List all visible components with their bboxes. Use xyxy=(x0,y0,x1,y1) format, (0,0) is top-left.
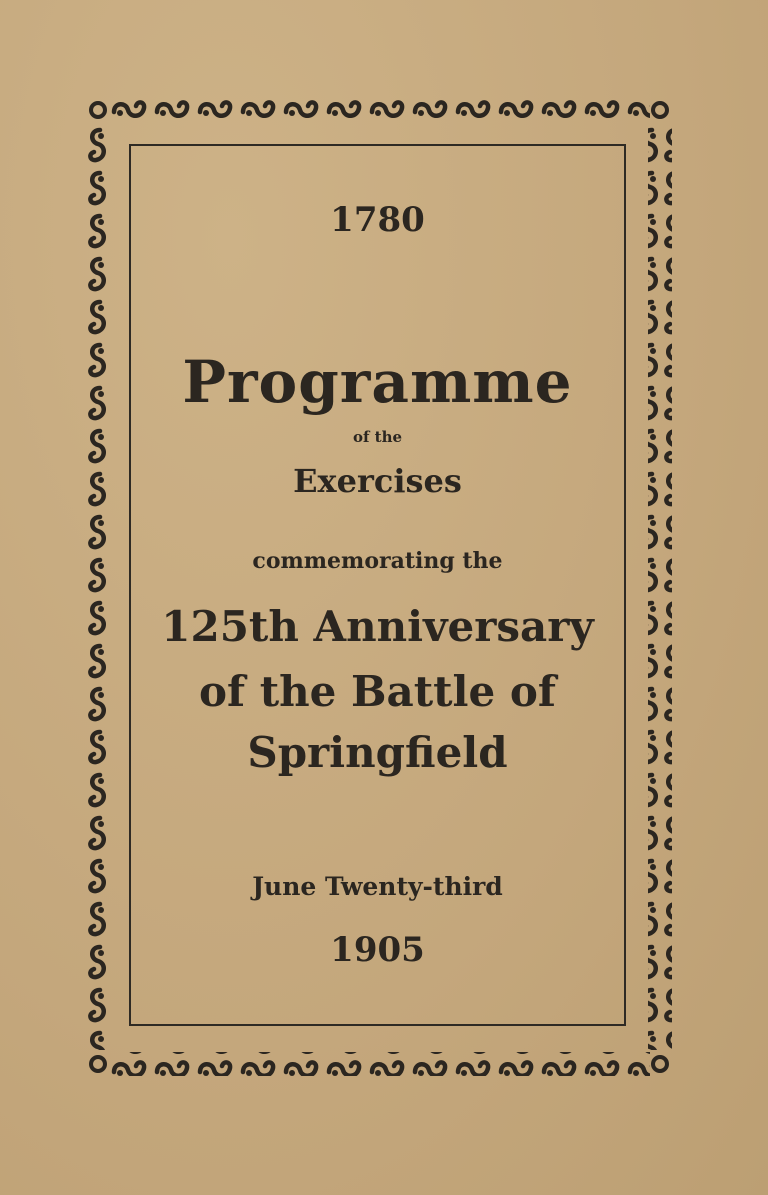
date-text: June Twenty-third xyxy=(252,872,503,901)
place-text: Springfield xyxy=(247,728,508,777)
exercises-text: Exercises xyxy=(293,462,462,500)
of-the-text: of the xyxy=(352,428,403,446)
battle-text: of the Battle of xyxy=(199,667,556,716)
commemorating-text: commemorating the xyxy=(252,548,503,574)
year-top: 1780 xyxy=(330,200,425,240)
anniversary-text: 125th Anniversary xyxy=(161,602,594,651)
title: Programme xyxy=(182,348,573,416)
year-bottom: 1905 xyxy=(330,930,425,970)
